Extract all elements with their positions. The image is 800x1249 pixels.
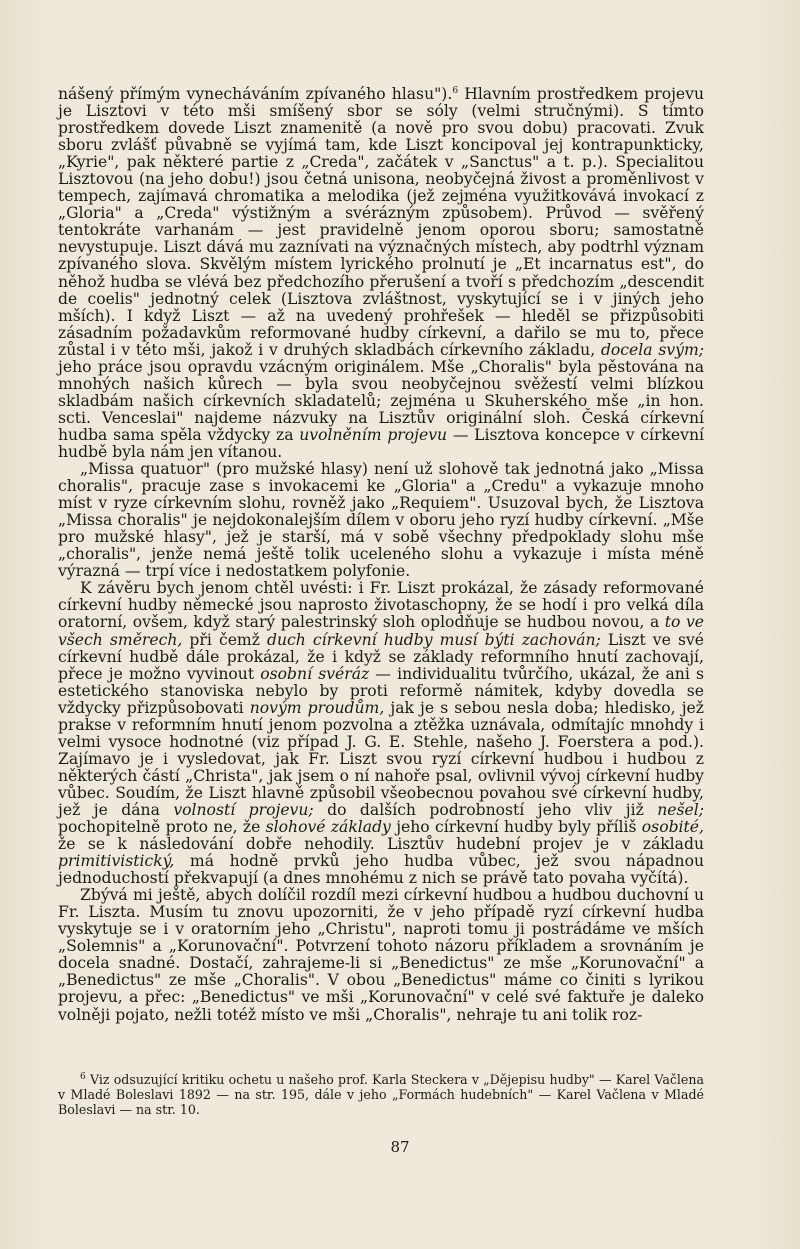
emphasis: novým proudům, (249, 698, 385, 717)
paragraph-2: „Missa quatuor" (pro mužské hlasy) není už slohově tak jednotná jako „Missa choralis", pracuje zase s invokacemi ke „Gloria" a „Credu" a vykazuje mnoho míst v ryze církevním slohu, rovněž jako „Requiem". Usuzoval bych, že Lisztova „Missa choralis" je nejdokonalejším dílem v oboru jeho ryzí hudby církevní. „Mše pro mužské hlasy", jež je starší, má v sobě všechny předpoklady slohu mše „choralis", jenže nemá ještě tolik uceleného slohu a vykazuje i místa méně výrazná — trpí více i nedostatkem polyfonie. (58, 460, 704, 581)
paragraph-1: nášený přímým vynecháváním zpívaného hlasu").$^6$ Hlavním prostředkem projevu je Lisztovi v této mši smíšený sbor se sóly (velmi stručnými). S tímto prostředkem dovede Liszt znamenitě (a nově pro svou dobu) pracovati. Zvuk sboru zvlášť půvabně se vyjímá tam, kde Liszt koncipoval jej kontrapunkticky, „Kyrie", pak některé partie z „Creda", začátek v „Sanctus" a t. p.). Specialitou Lisztovou (na jeho dobu!) jsou četná unisona, neobyčejná živost a proměnlivost v tempech, zajímavá chromatika a melodika (jež zejména využitkovává invokací z „Gloria" a „Creda" výstižným a svérázným způsobem). Průvod — svěřený tentokráte varhanám — jest pravidelně jenom oporou sboru; samostatně nevystupuje. Liszt dává mu zaznívati na význačných místech, aby podtrhl význam zpívaného slova. Skvělým místem lyrického prolnutí je „Et incarnatus est", do něhož hudba se vlévá bez předchozího přerušení a tvoří s předchozím „descendit de coelis" jednotný celek (Lisztova zvláštnost, vyskytující se i v jiných jeho mších). I když Liszt — až na uvedený prohřešek — hleděl se přizpůsobiti zásadním požadavkům reformované hudby církevní, a dařilo se mu to, přece zůstal i v této mši, jakož i v druhých skladbách církevního základu, docela svým; jeho práce jsou opravdu vzácným originálem. Mše „Choralis" byla pěstována na mnohých našich kůrech — byla svou neobyčejnou svěžestí velmi blízkou skladbám našich církevních skladatelů; zejména u Skuherského mše „in hon. scti. Venceslai" najdeme názvuky na Lisztův originální sloh. Česká církevní hudba sama spěla vždycky za uvolněním projevu — Lisztova koncepce v církevní hudbě byla nám jen vítanou. (58, 85, 705, 461)
emphasis: osobité, (641, 818, 704, 837)
main-text (58, 86, 704, 1024)
emphasis: primitivistický, (58, 852, 175, 871)
emphasis: nešel; (657, 800, 704, 819)
emphasis: uvolněním projevu (299, 425, 448, 444)
footnote-marker: 6 (80, 1071, 86, 1082)
emphasis: slohové základy (265, 818, 391, 837)
footnote-6: $^6$ Viz odsuzující kritiku ochetu u našeho prof. Karla Steckera v „Dějepisu hudby" — Karel Vačlena v Mladé Boleslavi 1892 — na str. 195, dále v jeho „Formách hudebních" — Karel Vačlena v Mladé Boleslavi — na str. 10. (58, 1071, 704, 1117)
paragraph-4: Zbývá mi ještě, abych dolíčil rozdíl mezi církevní hudbou a hudbou duchovní u Fr. Liszta. Musím tu znovu upozorniti, že v jeho případě ryzí církevní hudba vyskytuje se i v oratorním jeho „Christu", naproti tomu ji postrádáme ve mších „Solemnis" a „Korunovační". Potvrzení tohoto názoru příkladem a srovnáním je docela snadné. Dostačí, zahrajeme-li si „Benedictus" ze mše „Korunovační" a „Benedictus" ze mše „Choralis". V obou „Benedictus" máme co činiti s lyrikou projevu, a přec: „Benedictus" ve mši „Korunovační" v celé své faktuře je daleko volněji pojato, nežli totéž místo ve mši „Choralis", nehraje tu ani tolik roz- (58, 886, 704, 1024)
emphasis: docela svým; (600, 340, 704, 359)
page-number: 87 (390, 1138, 410, 1156)
emphasis: to ve všech směrech, (58, 613, 704, 649)
footnote-reference: 6 (452, 85, 459, 96)
emphasis: duch církevní hudby musí býti zachován; (267, 630, 601, 649)
emphasis: osobní svéráz (260, 664, 370, 683)
emphasis: volností projevu; (173, 800, 314, 819)
paragraph-3: K závěru bych jenom chtěl uvésti: i Fr. Liszt prokázal, že zásady reformované církevní hudby německé jsou naprosto životaschopny, že se hodí i pro velká díla oratorní, ovšem, když starý palestrinský sloh oplodňuje se hudbou novou, a to ve všech směrech, při čemž duch církevní hudby musí býti zachován; Liszt ve své církevní hudbě dále prokázal, že i když se základy reformního hnutí zachovají, přece je možno vyvinout osobní svéráz — individualitu tvůrčího, ukázal, že ani s estetického stanoviska nebylo by proti reformě námitek, kdyby dovedla se vždycky přizpůsobovati novým proudům, jak je s sebou nesla doba; hledisko, jež prakse v reformním hnutí jenom pozvolna a ztěžka uznávala, odmítajíc mnohdy i velmi vysoce hodnotné (viz případ J. G. E. Stehle, našeho J. Foerstera a pod.). Zajímavo je i vysledovat, jak Fr. Liszt svou ryzí církevní hudbou i hudbou z některých částí „Christa", jak jsem o ní nahoře psal, ovlivnil vývoj církevní hudby vůbec. Soudím, že Liszt hlavně způsobil všeobecnou povahou své církevní hudby, jež je dána volností projevu; do dalších podrobností jeho vliv již nešel; pochopitelně proto ne, že slohové základy jeho církevní hudby byly příliš osobité, že se k následování dobře nehodily. Lisztův hudební projev je v základu primitivistický, má hodně prvků jeho hudba vůbec, jež svou nápadnou jednoduchostí překvapují (a dnes mnohému z nich se právě tato povaha vyčítá). (58, 579, 704, 888)
footnote (58, 1072, 704, 1117)
